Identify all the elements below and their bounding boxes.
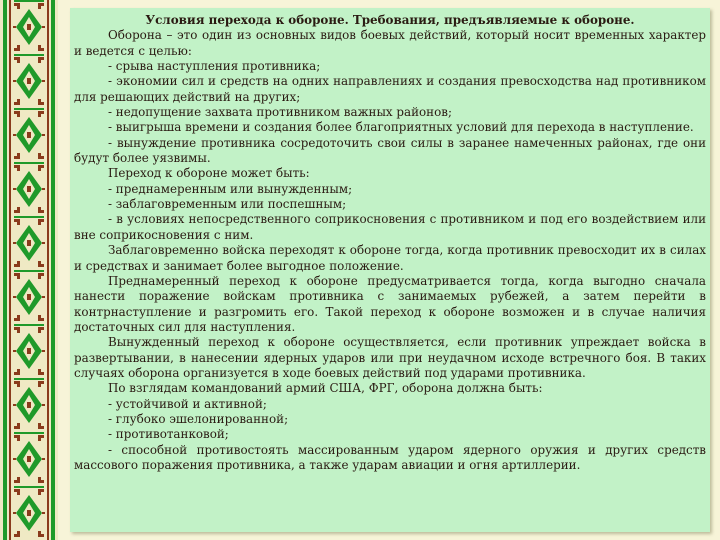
list-item: - глубоко эшелонированной; [108, 411, 289, 426]
list-item: - в условиях непосредственного соприкосновения с противником и под его воздействием или вне соприкосновения с ним. [74, 212, 706, 242]
paragraph-definition: Оборона – это один из основных видов боевых действий, который носит временных характер и ведется с целью: [74, 28, 706, 58]
list-item: - выигрыша времени и создания более благоприятных условий для перехода в наступление. [108, 120, 694, 135]
paragraph-advance: Заблаговременно войска переходят к обороне тогда, когда противник превосходит их в силах и средствах и занимает более выгодное положение. [74, 243, 706, 273]
ornamental-border-icon [0, 0, 58, 540]
slide-content-panel [70, 8, 710, 532]
list-item: - способной противостоять массированным ударом ядерного оружия и других средств массового поражения противника, а также ударам авиации и огня артиллерии. [74, 442, 706, 472]
list-item: - вынуждение противника сосредоточить свои силы в заранее намеченных районах, где они будут более уязвимы. [74, 135, 706, 166]
list-item: - преднамеренным или вынужденным; [108, 181, 353, 196]
list-item: - противотанковой; [108, 427, 229, 442]
ornamental-border [0, 0, 58, 540]
slide-body [74, 13, 706, 473]
paragraph-us-frg-views: По взглядам командований армий США, ФРГ, оборона должна быть: [108, 381, 543, 396]
paragraph-transition-types: Переход к обороне может быть: [108, 166, 310, 181]
list-item: - заблаговременным или поспешным; [108, 197, 347, 212]
list-item: - экономии сил и средств на одних направлениях и создания превосходства над противником для решающих действий на других; [74, 74, 706, 104]
paragraph-forced: Вынужденный переход к обороне осуществляется, если противник упреждает войска в развертывании, в нанесении ядерных ударов или при неудачном исходе встречного боя. В таких случаях оборона организуется в ходе боевых действий под ударами противника. [74, 335, 706, 380]
list-item: - срыва наступления противника; [108, 59, 321, 74]
paragraph-deliberate: Преднамеренный переход к обороне предусматривается тогда, когда выгодно сначала нанести поражение войскам противника с занимаемых рубежей, а затем перейти в контрнаступление и разгромить его. Такой переход к обороне возможен и в случае наличия достаточных сил для наступления. [74, 273, 706, 334]
list-item: - недопущение захвата противником важных районов; [108, 105, 452, 120]
list-item: - устойчивой и активной; [108, 396, 267, 411]
slide-title: Условия перехода к обороне. Требования, предъявляемые к обороне. [145, 13, 635, 27]
